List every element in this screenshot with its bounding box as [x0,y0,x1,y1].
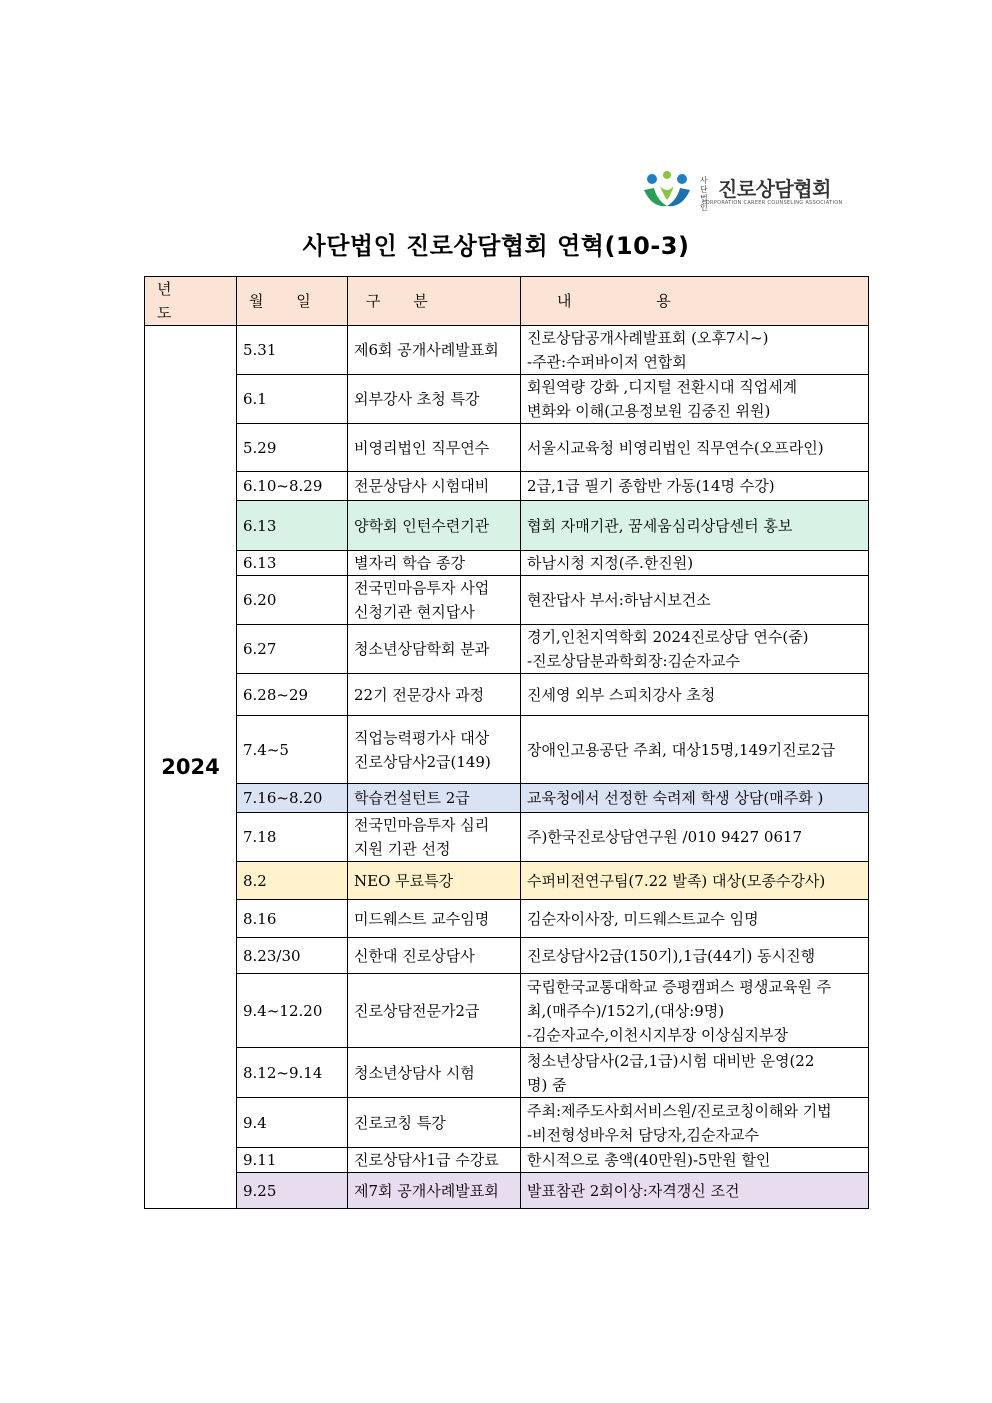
date-cell: 8.16 [237,900,348,938]
header-date: 월 일 [237,277,348,326]
content-cell: 하남시청 지정(주.한진원) [521,551,869,576]
date-cell: 6.1 [237,375,348,424]
date-cell: 6.20 [237,576,348,625]
header-category: 구 분 [348,277,521,326]
table-row [145,862,869,900]
category-cell: 미드웨스트 교수임명 [348,900,521,938]
category-cell: 청소년상담사 시험 [348,1048,521,1098]
content-cell: 진로상담사2급(150기),1급(44기) 동시진행 [521,938,869,974]
category-cell: 제7회 공개사례발표회 [348,1173,521,1209]
date-cell: 9.25 [237,1173,348,1209]
content-cell: 진로상담공개사례발표회 (오후7시~) -주관:수퍼바이저 연합회 [521,326,869,375]
category-cell: 전국민마음투자 사업 신청기관 현지답사 [348,576,521,625]
table-row [145,974,869,1048]
content-cell: 발표참관 2회이상:자격갱신 조건 [521,1173,869,1209]
date-cell: 7.16~8.20 [237,784,348,813]
date-cell: 6.27 [237,625,348,674]
date-cell: 7.18 [237,813,348,862]
table-row [145,501,869,551]
table-row [145,900,869,938]
date-cell: 6.10~8.29 [237,472,348,501]
content-cell: 국립한국교통대학교 증평캠퍼스 평생교육원 주 최,(매주수)/152기,(대상:9명) -김순자교수,이천시지부장 이상심지부장 [521,974,869,1048]
table-row [145,424,869,472]
content-cell: 주최:제주도사회서비스원/진로코칭이해와 기법 -비전형성바우처 담당자,김순자교수 [521,1098,869,1148]
date-cell: 6.13 [237,501,348,551]
content-cell: 서울시교육청 비영리법인 직무연수(오프라인) [521,424,869,472]
table-row [145,326,869,375]
category-cell: 전국민마음투자 심리 지원 기관 선정 [348,813,521,862]
date-cell: 5.31 [237,326,348,375]
table-row [145,576,869,625]
category-cell: 비영리법인 직무연수 [348,424,521,472]
date-cell: 8.12~9.14 [237,1048,348,1098]
content-cell: 주)한국진로상담연구원 /010 9427 0617 [521,813,869,862]
category-cell: 외부강사 초청 특강 [348,375,521,424]
content-cell: 청소년상담사(2급,1급)시험 대비반 운영(22 명) 줌 [521,1048,869,1098]
table-row [145,625,869,674]
content-cell: 회원역량 강화 ,디지털 전환시대 직업세계 변화와 이해(고용정보원 김중진 위원) [521,375,869,424]
content-cell: 진세영 외부 스피치강사 초청 [521,674,869,716]
logo-small-text: 사단법인 [700,176,708,212]
category-cell: 양학회 인턴수련기관 [348,501,521,551]
category-cell: 신한대 진로상담사 [348,938,521,974]
table-row [145,813,869,862]
category-cell: 진로상담사1급 수강료 [348,1148,521,1173]
date-cell: 5.29 [237,424,348,472]
table-row [145,938,869,974]
category-cell: 별자리 학습 종강 [348,551,521,576]
page-title: 사단법인 진로상담협회 연혁(10-3) [302,232,690,260]
content-cell: 장애인고용공단 주최, 대상15명,149기진로2급 [521,716,869,784]
category-cell: 청소년상담학회 분과 [348,625,521,674]
year-cell: 2024 [145,326,237,1209]
content-cell: 경기,인천지역학회 2024진로상담 연수(줌) -진로상담분과학회장:김순자교수 [521,625,869,674]
table-row [145,1048,869,1098]
category-cell: 진로코칭 특강 [348,1098,521,1148]
date-cell: 8.23/30 [237,938,348,974]
content-cell: 김순자이사장, 미드웨스트교수 임명 [521,900,869,938]
date-cell: 6.28~29 [237,674,348,716]
table-row [145,1098,869,1148]
date-cell: 7.4~5 [237,716,348,784]
content-cell: 수퍼비전연구팀(7.22 발족) 대상(모종수강사) [521,862,869,900]
category-cell: 전문상담사 시험대비 [348,472,521,501]
history-table [144,276,869,1209]
date-cell: 9.11 [237,1148,348,1173]
table-row [145,1148,869,1173]
table-header-row [145,277,869,326]
logo-figures-icon [640,170,696,210]
table-row [145,1173,869,1209]
category-cell: 22기 전문강사 과정 [348,674,521,716]
table-row [145,375,869,424]
category-cell: NEO 무료특강 [348,862,521,900]
association-logo [640,170,850,210]
date-cell: 9.4 [237,1098,348,1148]
table-row [145,472,869,501]
logo-name: 진로상담협회 [718,177,831,201]
category-cell: 진로상담전문가2급 [348,974,521,1048]
content-cell: 교육청에서 선정한 숙려제 학생 상담(매주화 ) [521,784,869,813]
date-cell: 8.2 [237,862,348,900]
content-cell: 협회 자매기관, 꿈세움심리상담센터 홍보 [521,501,869,551]
content-cell: 한시적으로 총액(40만원)-5만원 할인 [521,1148,869,1173]
category-cell: 직업능력평가사 대상 진로상담사2급(149) [348,716,521,784]
header-year: 년 도 [145,277,237,326]
table-row [145,716,869,784]
header-content: 내 용 [521,277,869,326]
date-cell: 6.13 [237,551,348,576]
category-cell: 학습컨설턴트 2급 [348,784,521,813]
table-row [145,674,869,716]
table-row [145,551,869,576]
logo-subtitle: CORPORATION CAREER COUNSELING ASSOCIATION [702,200,843,206]
category-cell: 제6회 공개사례발표회 [348,326,521,375]
table-row [145,784,869,813]
content-cell: 2급,1급 필기 종합반 가동(14명 수강) [521,472,869,501]
date-cell: 9.4~12.20 [237,974,348,1048]
content-cell: 현잔답사 부서:하남시보건소 [521,576,869,625]
